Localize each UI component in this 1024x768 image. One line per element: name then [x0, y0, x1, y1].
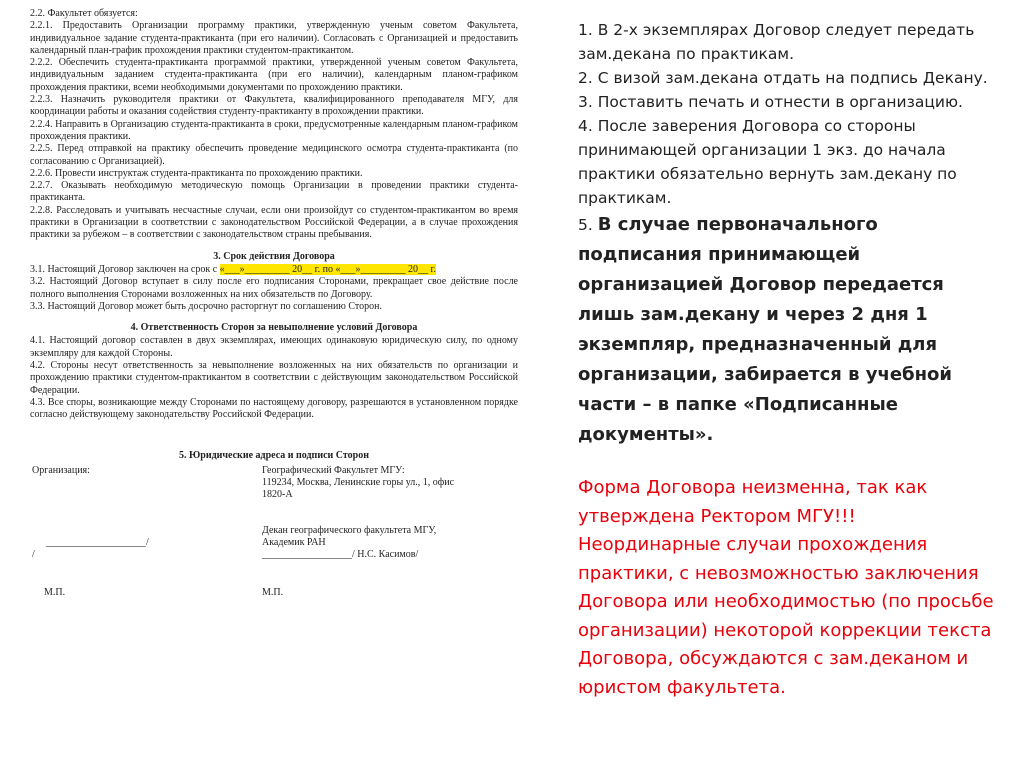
clause-2-2-4: 2.2.4. Направить в Организацию студента-практиканта в сроки, предусмотренные календарным планом-графиком прохождения практики.	[30, 118, 518, 142]
clause-2-2-1: 2.2.1. Предоставить Организации программу практики, утвержденную ученым советом Факультета, индивидуальное задание студента-практиканта (при его наличии). Согласовать с Организацией и предоставить календарный план-график прохождения практики студентом-практикантом.	[30, 20, 518, 56]
section-5-heading: 5. Юридические адреса и подписи Сторон	[179, 449, 369, 461]
contract-scan	[30, 8, 518, 658]
signature-block	[30, 463, 518, 623]
org-signature-slash: /	[32, 548, 35, 560]
clause-2-2: 2.2. Факультет обязуется:	[30, 8, 138, 19]
org-label: Организация:	[32, 464, 90, 476]
clause-2-2-5: 2.2.5. Перед отправкой на практику обеспечить проведение медицинского осмотра студента-практиканта (по согласованию с Организацией).	[30, 143, 518, 167]
clause-2-2-3: 2.2.3. Назначить руководителя практики от Факультета, квалифицированного преподавателя МГУ, для координации работы и оказания содействия студенту-практиканту в прохождении практики.	[30, 94, 518, 118]
faculty-name: Географический Факультет МГУ:	[262, 464, 405, 476]
clause-3-3: 3.3. Настоящий Договор может быть досрочно расторгнут по соглашению Сторон.	[30, 300, 382, 312]
clause-4-3: 4.3. Все споры, возникающие между Сторонами по настоящему договору, разрешаются в установленном порядке согласно действующему законодательству Российской Федерации.	[30, 396, 518, 421]
dean-signature-line: __________________/ Н.С. Касимов/	[262, 548, 419, 560]
faculty-stamp-label: М.П.	[262, 586, 284, 598]
clause-2-2-8: 2.2.8. Расследовать и учитывать несчастные случаи, если они произойдут со студентом-практикантом во время практики в Организации в соответствии с законодательством Российской Федерации, а в случае прохождения практики за рубежом – в соответствии с законодательством страны пребывания.	[30, 204, 518, 241]
dean-title: Декан географического факультета МГУ,	[262, 524, 437, 536]
faculty-address: 119234, Москва, Ленинские горы ул., 1, офис	[262, 476, 455, 488]
instructions-panel	[578, 18, 998, 702]
step-5-text: В случае первоначального подписания принимающей организацией Договор передается лишь зам.декану и через 2 дня 1 экземпляр, предназначенный для организации, забирается в учебной части – в папке «Подписанные документы».	[578, 214, 953, 445]
clause-3-1-text: 3.1. Настоящий Договор заключен на срок с	[30, 263, 220, 275]
clause-4-2: 4.2. Стороны несут ответственность за невыполнение возложенных на них обязательств по организации и прохождению практики студентом-практикантом в соответствии с действующим законодательством Российской Федерации.	[30, 360, 518, 396]
clause-3-2: 3.2. Настоящий Договор вступает в силу после его подписания Сторонами, прекращает свое действие после полного выполнения Сторонами возложенных на них обязательств по Договору.	[30, 276, 518, 300]
clause-4-1: 4.1. Настоящий договор составлен в двух экземплярах, имеющих одинаковую юридическую силу, по одному экземпляру для каждой Стороны.	[30, 335, 518, 359]
clause-2-2-6: 2.2.6. Провести инструктаж студента-практиканта по прохождению практики.	[30, 167, 363, 179]
section-3-heading: 3. Срок действия Договора	[213, 250, 335, 262]
warning-note: Форма Договора неизменна, так как утверждена Ректором МГУ!!! Неординарные случаи прохождения практики, с невозможностью заключения Договора или необходимостью (по просьбе организации) некоторой коррекции текста Договора, обсуждаются с зам.деканом и юристом факультета.	[578, 477, 994, 698]
clause-3-1	[30, 264, 518, 276]
term-highlight: «___»_________ 20__ г. по «___»_________ 20__ г.	[219, 263, 436, 275]
org-signature-line: ____________________/	[46, 536, 149, 548]
section-4-heading: 4. Ответственность Сторон за невыполнение условий Договора	[130, 322, 418, 334]
step-3: 3. Поставить печать и отнести в организацию.	[578, 93, 963, 111]
step-5	[578, 210, 998, 450]
step-5-number: 5.	[578, 216, 598, 234]
faculty-office: 1820-А	[262, 488, 293, 500]
step-2: 2. С визой зам.декана отдать на подпись Декану.	[578, 69, 988, 87]
step-1: 1. В 2-х экземплярах Договор следует передать зам.декана по практикам.	[578, 21, 975, 63]
clause-2-2-7: 2.2.7. Оказывать необходимую методическую помощь Организации в проведении практики студента-практиканта.	[30, 180, 518, 204]
step-4: 4. После заверения Договора со стороны принимающей организации 1 экз. до начала практики обязательно вернуть зам.декану по практикам.	[578, 117, 957, 207]
dean-rank: Академик РАН	[262, 536, 326, 548]
clause-2-2-2: 2.2.2. Обеспечить студента-практиканта программой практики, утвержденной ученым советом Факультета, индивидуальным заданием студента-практиканта (при его наличии), календарным планом-графиком прохождения практики, всеми необходимыми документами по прохождению практики.	[30, 57, 518, 93]
org-stamp-label: М.П.	[44, 586, 66, 598]
